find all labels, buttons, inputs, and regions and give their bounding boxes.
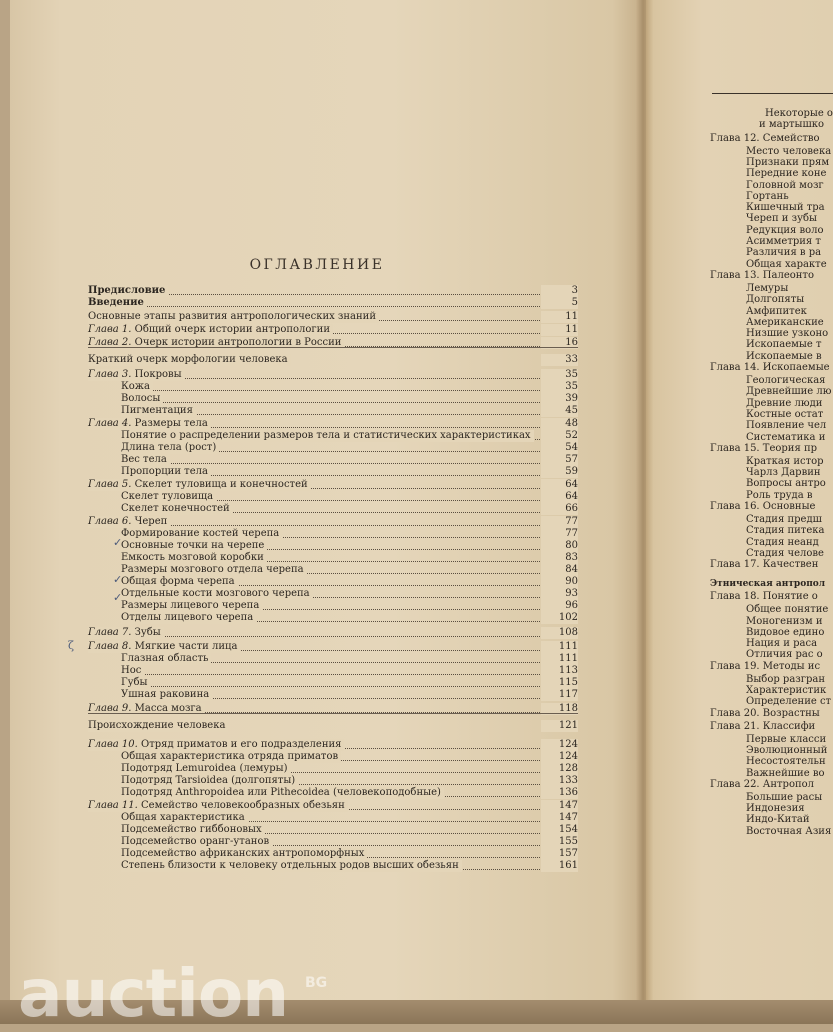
toc-entry-title: Подсемейство африканских антропоморфных [121, 848, 367, 860]
toc-page-number: 161 [541, 860, 578, 872]
section-divider [88, 713, 578, 714]
toc-entry [121, 393, 578, 405]
toc-page-number: 147 [541, 812, 578, 824]
toc-entry [88, 369, 578, 381]
right-page-line: Древнейшие лю [746, 386, 832, 398]
toc-entry-title: Введение [88, 297, 147, 309]
toc-entry [121, 540, 578, 552]
watermark-logo-suffix: BG [305, 975, 328, 991]
toc-entry [121, 677, 578, 689]
toc-entry [121, 430, 578, 442]
toc-entry-title: Основные точки на черепе [121, 540, 267, 552]
toc-entry-title: Глава 5. Скелет туловища и конечностей [88, 479, 311, 491]
toc-page-number: 113 [541, 665, 578, 677]
toc-page-number: 64 [541, 491, 578, 503]
toc-entry-title: Глава 3. Покровы [88, 369, 185, 381]
right-page-line: Глава 12. Семейство [710, 132, 820, 144]
right-page-line: Глава 22. Антропол [710, 778, 815, 790]
toc-page-number: 157 [541, 848, 578, 860]
toc-entry-title: Подсемейство оранг-утанов [121, 836, 272, 848]
toc-entry [121, 576, 578, 588]
right-page-line: Роль труда в [746, 489, 813, 501]
right-page-line: Глава 17. Качествен [710, 559, 819, 571]
toc-page-number: 66 [541, 503, 578, 515]
right-page-line: Передние коне [746, 168, 827, 180]
right-page-line: Амфипитек [746, 305, 807, 317]
toc-page-number: 111 [541, 641, 578, 653]
toc-leader-dots [121, 463, 578, 464]
toc-entry-title: Формирование костей черепа [121, 528, 282, 540]
toc-leader-dots [121, 390, 578, 391]
toc-entry [121, 588, 578, 600]
toc-page-number: 45 [541, 405, 578, 417]
toc-entry [88, 627, 578, 639]
toc-leader-dots [121, 402, 578, 403]
toc-page-number: 83 [541, 552, 578, 564]
toc-page-number: 136 [541, 787, 578, 799]
toc-entry [121, 612, 578, 624]
right-page-line: Индонезия [746, 803, 805, 815]
toc-chapter-prefix: Глава 11. [88, 800, 138, 811]
toc-leader-dots [121, 686, 578, 687]
toc-page-number: 128 [541, 763, 578, 775]
toc-page-number: 57 [541, 454, 578, 466]
toc-entry-title: Общая форма черепа [121, 576, 238, 588]
right-page-line: Важнейшие во [746, 767, 825, 779]
toc-entry [121, 848, 578, 860]
toc-entry-title: Глазная область [121, 653, 211, 665]
right-page-line: Этническая антропол [710, 579, 826, 590]
toc-page-number: 124 [541, 751, 578, 763]
toc-page-number: 117 [541, 689, 578, 701]
toc-entry-title: Скелет туловища [121, 491, 216, 503]
toc-page-number: 124 [541, 739, 578, 751]
right-page-line: Краткая истор [746, 455, 824, 467]
toc-entry [121, 787, 578, 799]
toc-entry [121, 454, 578, 466]
toc-entry-title: Отдельные кости мозгового черепа [121, 588, 313, 600]
right-page-line: Отличия рас о [746, 649, 823, 661]
toc-page-number: 90 [541, 576, 578, 588]
toc-page-number: 3 [541, 285, 578, 297]
toc-entry [88, 641, 578, 653]
toc-chapter-prefix: Глава 2. [88, 337, 132, 348]
right-page-line: Общее понятие [746, 604, 829, 616]
right-page-line: Низшие узконо [746, 328, 829, 340]
right-page-line: Кишечный тра [746, 202, 825, 214]
watermark-logo: auction [18, 955, 289, 1032]
right-page-line: Глава 16. Основные [710, 501, 816, 512]
right-page-line: Различия в ра [746, 247, 822, 259]
toc-entry-title: Емкость мозговой коробки [121, 552, 267, 564]
toc-page-number: 84 [541, 564, 578, 576]
right-page-line: Глава 21. Классифи [710, 720, 816, 732]
toc-chapter-prefix: Глава 10. [88, 739, 138, 750]
toc-chapter-prefix: Глава 4. [88, 418, 132, 429]
right-page-line: Глава 19. Методы ис [710, 660, 821, 672]
toc-entry-title: Пропорции тела [121, 466, 211, 478]
right-page [646, 0, 833, 1000]
right-page-line: Вопросы антро [746, 478, 826, 490]
toc-entry-title: Глава 8. Мягкие части лица [88, 641, 240, 653]
toc-chapter-prefix: Глава 9. [88, 703, 132, 714]
toc-section-heading [88, 720, 578, 732]
toc-entry-title: Глава 7. Зубы [88, 627, 164, 639]
right-page-line: Ископаемые т [746, 339, 822, 351]
toc-entry-title: Волосы [121, 393, 163, 405]
toc-page-number: 93 [541, 588, 578, 600]
toc-entry [121, 528, 578, 540]
toc-page-number: 64 [541, 479, 578, 491]
toc-entry [121, 824, 578, 836]
toc-entry-title: Пигментация [121, 405, 196, 417]
toc-page-number: 11 [541, 311, 578, 323]
toc-page-number: 80 [541, 540, 578, 552]
right-page-line: Редукция воло [746, 224, 824, 236]
toc-entry [121, 665, 578, 677]
right-page-line: Американские [746, 316, 824, 328]
right-page-line: Глава 15. Теория пр [710, 442, 818, 454]
toc-entry-title: Подотряд Tarsioidea (долгопяты) [121, 775, 298, 787]
toc-entry-title: Кожа [121, 381, 153, 393]
toc-page-number: 96 [541, 600, 578, 612]
pencil-checkmark: ζ [68, 639, 74, 652]
toc-entry-title: Скелет конечностей [121, 503, 233, 515]
toc-entry [88, 418, 578, 430]
toc-entry [88, 285, 578, 297]
toc-chapter-prefix: Глава 1. [88, 324, 132, 335]
toc-entry [121, 564, 578, 576]
right-page-line: Некоторые о [765, 108, 833, 119]
toc-page-number: 39 [541, 393, 578, 405]
toc-entry [121, 653, 578, 665]
toc-entry-title: Глава 2. Очерк истории антропологии в России [88, 337, 344, 349]
right-page-line: и мартышко [759, 119, 825, 131]
pencil-checkmark: ✓ [113, 573, 123, 586]
toc-page-number: 54 [541, 442, 578, 454]
toc-entry-title: Основные этапы развития антропологических знаний [88, 311, 379, 323]
toc-entry [121, 600, 578, 612]
toc-entry [121, 381, 578, 393]
right-page-line: Видовое едино [746, 626, 825, 638]
toc-entry [121, 689, 578, 701]
toc-chapter-prefix: Глава 6. [88, 516, 132, 527]
right-page-line: Головной мозг [746, 179, 824, 191]
toc-entry [121, 405, 578, 417]
toc-chapter-prefix: Глава 3. [88, 369, 132, 380]
right-page-line: Определение ст [746, 696, 832, 708]
toc-page-number: 59 [541, 466, 578, 478]
toc-page-number: 121 [541, 720, 578, 732]
toc-chapter-prefix: Глава 5. [88, 479, 132, 490]
toc-section-heading [88, 354, 578, 366]
right-page-line: Гортань [746, 190, 789, 202]
toc-entry [88, 516, 578, 528]
right-page-line: Место человека [746, 145, 832, 157]
toc-entry-title: Подотряд Anthropoidea или Pithecoidea (человекоподобные) [121, 787, 444, 799]
toc-page-number: 33 [541, 354, 578, 366]
toc-entry-title: Глава 1. Общий очерк истории антропологии [88, 324, 333, 336]
toc-entry-title: Происхождение человека [88, 720, 228, 732]
toc-page-number: 52 [541, 430, 578, 442]
toc-page-number: 35 [541, 381, 578, 393]
toc-page-number: 111 [541, 653, 578, 665]
right-page-line: Геологическая [746, 375, 826, 386]
toc-entry-title: Глава 10. Отряд приматов и его подразделения [88, 739, 344, 751]
toc-entry [88, 479, 578, 491]
toc-entry-title: Глава 11. Семейство человекообразных обезьян [88, 800, 348, 812]
toc-entry-title: Ушная раковина [121, 689, 212, 701]
right-page-line: Глава 14. Ископаемые [710, 362, 830, 373]
pencil-checkmark: ✓ [113, 591, 123, 604]
toc-entry [121, 751, 578, 763]
toc-entry [88, 311, 578, 323]
right-page-line: Большие расы [746, 791, 823, 803]
right-page-line: Индо-Китай [746, 814, 810, 826]
toc-entry [121, 836, 578, 848]
toc-leader-dots [88, 306, 578, 307]
toc-entry-title: Глава 4. Размеры тела [88, 418, 211, 430]
toc-entry-title: Глава 6. Череп [88, 516, 170, 528]
right-page-line: Костные остат [746, 408, 824, 420]
toc-entry-title: Степень близости к человеку отдельных родов высших обезьян [121, 860, 462, 872]
right-page-line: Общая характе [746, 258, 827, 270]
toc-entry-title: Вес тела [121, 454, 170, 466]
toc-entry [88, 800, 578, 812]
toc-entry [121, 442, 578, 454]
toc-entry [121, 775, 578, 787]
toc-page-number: 154 [541, 824, 578, 836]
toc-entry [121, 552, 578, 564]
toc-page-number: 5 [541, 297, 578, 309]
toc-entry [121, 812, 578, 824]
toc-entry [121, 503, 578, 515]
toc-entry-title: Предисловие [88, 285, 168, 297]
right-page-line: Глава 13. Палеонто [710, 269, 814, 281]
toc-entry [88, 297, 578, 309]
toc-entry-title: Подотряд Lemuroidea (лемуры) [121, 763, 291, 775]
right-page-line: Эволюционный [746, 744, 828, 756]
right-page-line: Ископаемые в [746, 350, 822, 362]
toc-entry-title: Общая характеристика [121, 812, 248, 824]
toc-page-number: 118 [541, 703, 578, 715]
toc-chapter-prefix: Глава 7. [88, 627, 132, 638]
right-page-line: Первые класси [746, 733, 827, 745]
toc-entry [88, 739, 578, 751]
right-page-line: Стадия неанд [746, 536, 819, 548]
toc-entry-title: Общая характеристика отряда приматов [121, 751, 341, 763]
toc-page-number: 147 [541, 800, 578, 812]
toc-entry-title: Губы [121, 677, 150, 689]
right-page-line: Стадия питека [746, 525, 825, 537]
toc-page-number: 133 [541, 775, 578, 787]
right-page-line: Восточная Азия [746, 825, 832, 837]
toc-page-number: 77 [541, 528, 578, 540]
right-page-line: Глава 20. Возрастны [710, 707, 820, 719]
toc-entry-title: Нос [121, 665, 144, 677]
toc-entry-title: Отделы лицевого черепа [121, 612, 256, 624]
right-page-line: Моногенизм и [746, 615, 823, 627]
toc-entry-title: Длина тела (рост) [121, 442, 219, 454]
toc-leader-dots [121, 674, 578, 675]
toc-entry-title: Размеры лицевого черепа [121, 600, 262, 612]
pencil-checkmark: ✓ [113, 536, 123, 549]
toc-page-number: 115 [541, 677, 578, 689]
toc-entry-title: Понятие о распределении размеров тела и статистических характеристиках [121, 430, 534, 442]
toc-entry-title: Глава 9. Масса мозга [88, 703, 205, 715]
toc-entry [121, 763, 578, 775]
section-divider [88, 347, 578, 348]
toc-entry [88, 324, 578, 336]
right-page-line: Глава 18. Понятие о [710, 591, 818, 603]
toc-page-number: 102 [541, 612, 578, 624]
toc-entry [121, 466, 578, 478]
right-page-line: Древние люди [746, 397, 823, 409]
toc-page-number: 108 [541, 627, 578, 639]
toc-page-number: 35 [541, 369, 578, 381]
right-page-line: Появление чел [746, 420, 827, 432]
right-page-line: Признаки прям [746, 156, 830, 168]
toc-page-number: 16 [541, 337, 578, 349]
toc-entry-title: Подсемейство гиббоновых [121, 824, 265, 836]
right-page-line: Стадия предш [746, 514, 822, 525]
right-page-line: Систематика и [746, 431, 826, 443]
right-page-line: Лемуры [746, 282, 789, 294]
right-page-line: Долгопяты [746, 294, 805, 306]
toc-chapter-prefix: Глава 8. [88, 641, 132, 652]
right-page-line: Череп и зубы [746, 213, 817, 225]
toc-entry [121, 491, 578, 503]
page-title: ОГЛАВЛЕНИЕ [249, 257, 385, 273]
right-page-line: Асимметрия т [746, 236, 821, 247]
right-page-rule [712, 93, 833, 94]
right-page-line: Стадия челове [746, 547, 824, 559]
right-page-line: Несостоятельн [746, 756, 826, 768]
right-page-line: Выбор разгран [746, 673, 826, 685]
toc-page-number: 11 [541, 324, 578, 336]
toc-entry-title: Краткий очерк морфологии человека [88, 354, 291, 366]
right-page-line: Чарлз Дарвин [746, 467, 821, 479]
toc-page-number: 48 [541, 418, 578, 430]
toc-page-number: 155 [541, 836, 578, 848]
toc-page-number: 77 [541, 516, 578, 528]
toc-entry-title: Размеры мозгового отдела черепа [121, 564, 307, 576]
toc-entry [121, 860, 578, 872]
right-page-line: Характеристик [746, 685, 827, 696]
right-page-line: Нация и раса [746, 638, 818, 650]
